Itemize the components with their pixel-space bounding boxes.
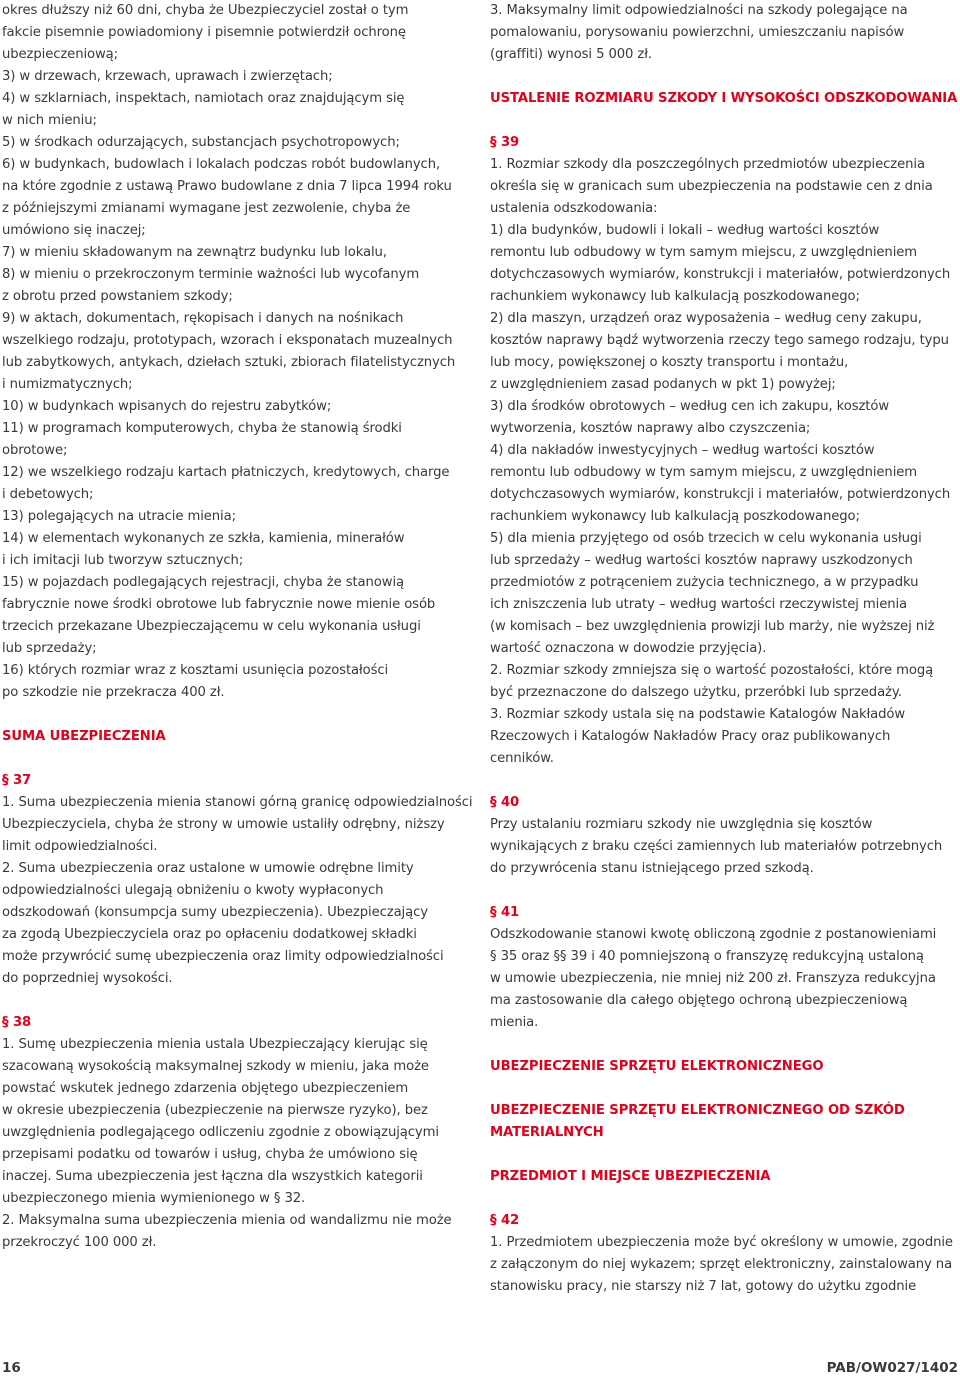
text-line: 1. Rozmiar szkody dla poszczególnych przedmiotów ubezpieczenia (490, 157, 925, 172)
text-line: 12) we wszelkiego rodzaju kartach płatniczych, kredytowych, charge (2, 465, 450, 480)
paragraph-number: § 38 (2, 1015, 32, 1030)
text-line: przekroczyć 100 000 zł. (2, 1235, 157, 1250)
text-line: wytworzenia, kosztów naprawy albo czyszczenia; (490, 421, 811, 436)
text-line: wynikających z braku części zamiennych lub materiałów potrzebnych (490, 839, 943, 854)
text-line: 9) w aktach, dokumentach, rękopisach i danych na nośnikach (2, 311, 404, 326)
text-line: 1) dla budynków, budowli i lokali – według wartości kosztów (490, 223, 880, 238)
text-line: po szkodzie nie przekracza 400 zł. (2, 685, 225, 700)
text-line: 2. Maksymalna suma ubezpieczenia mienia od wandalizmu nie może (2, 1213, 452, 1228)
text-line: fakcie pisemnie powiadomiony i pisemnie potwierdził ochronę (2, 25, 406, 40)
text-line: odpowiedzialności ulegają obniżeniu o kwoty wypłaconych (2, 883, 384, 898)
text-line: 1. Przedmiotem ubezpieczenia może być określony w umowie, zgodnie (490, 1235, 953, 1250)
text-line: 4) dla nakładów inwestycyjnych – według wartości kosztów (490, 443, 875, 458)
text-line: 3. Maksymalny limit odpowiedzialności na szkody polegające na (490, 3, 908, 18)
text-line: 3. Rozmiar szkody ustala się na podstawie Katalogów Nakładów (490, 707, 906, 722)
paragraph-number: § 40 (490, 795, 520, 810)
text-line: 5) w środkach odurzających, substancjach psychotropowych; (2, 135, 400, 150)
text-line: cenników. (490, 751, 554, 766)
text-line: przepisami podatku od towarów i usług, chyba że umówiono się (2, 1147, 418, 1162)
spacer (490, 1144, 960, 1166)
section-heading: MATERIALNYCH (490, 1125, 604, 1140)
spacer (490, 1188, 960, 1210)
spacer (2, 990, 472, 1012)
text-line: stanowisku pracy, nie starszy niż 7 lat, gotowy do użytku zgodnie (490, 1279, 917, 1294)
text-line: 2. Rozmiar szkody zmniejsza się o wartość pozostałości, które mogą (490, 663, 934, 678)
text-line: remontu lub odbudowy w tym samym miejscu, z uwzględnieniem (490, 245, 918, 260)
text-line: 2) dla maszyn, urządzeń oraz wyposażenia – według ceny zakupu, (490, 311, 922, 326)
section-heading: PRZEDMIOT I MIEJSCE UBEZPIECZENIA (490, 1169, 771, 1184)
spacer (490, 880, 960, 902)
text-line: fabrycznie nowe środki obrotowe lub fabrycznie nowe mienie osób (2, 597, 436, 612)
text-line: w umowie ubezpieczenia, nie mniej niż 200 zł. Franszyza redukcyjna (490, 971, 936, 986)
text-line: 1. Sumę ubezpieczenia mienia ustala Ubezpieczający kierując się (2, 1037, 428, 1052)
spacer (490, 1034, 960, 1056)
text-line: lub mocy, powiększonej o koszty transportu i montażu, (490, 355, 849, 370)
text-line: z uwzględnieniem zasad podanych w pkt 1) powyżej; (490, 377, 836, 392)
text-line: Odszkodowanie stanowi kwotę obliczoną zgodnie z postanowieniami (490, 927, 937, 942)
text-line: powstać wskutek jednego zdarzenia objętego ubezpieczeniem (2, 1081, 409, 1096)
text-line: 3) dla środków obrotowych – według cen ich zakupu, kosztów (490, 399, 890, 414)
paragraph-number: § 37 (2, 773, 32, 788)
text-line: rachunkiem wykonawcy lub kalkulacją poszkodowanego; (490, 289, 860, 304)
text-line: 15) w pojazdach podlegających rejestracji, chyba że stanowią (2, 575, 404, 590)
text-line: trzecich przekazane Ubezpieczającemu w celu wykonania usługi (2, 619, 421, 634)
text-line: 2. Suma ubezpieczenia oraz ustalone w umowie odrębne limity (2, 861, 414, 876)
section-heading: USTALENIE ROZMIARU SZKODY I WYSOKOŚCI ODSZKODOWANIA (490, 91, 958, 106)
text-line: dotychczasowych wymiarów, konstrukcji i materiałów, potwierdzonych (490, 267, 951, 282)
text-line: 5) dla mienia przyjętego od osób trzecich w celu wykonania usługi (490, 531, 922, 546)
text-line: 8) w mieniu o przekroczonym terminie ważności lub wycofanym (2, 267, 420, 282)
text-line: z późniejszymi zmianami wymagane jest zezwolenie, chyba że (2, 201, 411, 216)
text-line: mienia. (490, 1015, 539, 1030)
text-line: Rzeczowych i Katalogów Nakładów Pracy oraz publikowanych (490, 729, 891, 744)
text-line: 7) w mieniu składowanym na zewnątrz budynku lub lokalu, (2, 245, 387, 260)
text-line: Ubezpieczyciela, chyba że strony w umowie ustaliły odrębny, niższy (2, 817, 445, 832)
text-line: rachunkiem wykonawcy lub kalkulacją poszkodowanego; (490, 509, 860, 524)
text-line: 13) polegających na utracie mienia; (2, 509, 236, 524)
text-line: 4) w szklarniach, inspektach, namiotach oraz znajdującym się (2, 91, 405, 106)
text-line: 1. Suma ubezpieczenia mienia stanowi górną granicę odpowiedzialności (2, 795, 473, 810)
text-line: Przy ustalaniu rozmiaru szkody nie uwzględnia się kosztów (490, 817, 873, 832)
text-line: 11) w programach komputerowych, chyba że stanowią środki (2, 421, 402, 436)
text-line: (w komisach – bez uwzględnienia prowizji lub marży, nie wyższej niż (490, 619, 935, 634)
text-line: kosztów naprawy bądź wytworzenia rzeczy tego samego rodzaju, typu (490, 333, 949, 348)
text-line: dotychczasowych wymiarów, konstrukcji i materiałów, potwierdzonych (490, 487, 951, 502)
text-line: w okresie ubezpieczenia (ubezpieczenie na pierwsze ryzyko), bez (2, 1103, 428, 1118)
text-line: 14) w elementach wykonanych ze szkła, kamienia, minerałów (2, 531, 405, 546)
spacer (2, 704, 472, 726)
text-line: przedmiotów z potrąceniem zużycia technicznego, a w przypadku (490, 575, 919, 590)
text-line: za zgodą Ubezpieczyciela oraz po opłaceniu dodatkowej składki (2, 927, 417, 942)
right-column (490, 0, 960, 1298)
paragraph-number: § 39 (490, 135, 520, 150)
left-column (2, 0, 472, 1254)
text-line: ubezpieczeniową; (2, 47, 118, 62)
text-line: inaczej. Suma ubezpieczenia jest łączna dla wszystkich kategorii (2, 1169, 423, 1184)
text-line: do przywrócenia stanu istniejącego przed szkodą. (490, 861, 814, 876)
text-line: wszelkiego rodzaju, prototypach, wzorach i eksponatach muzealnych (2, 333, 453, 348)
text-line: szacowaną wysokością maksymalnej szkody w mieniu, jaka może (2, 1059, 429, 1074)
paragraph-number: § 42 (490, 1213, 520, 1228)
text-line: ma zastosowanie dla całego objętego ochroną ubezpieczeniową (490, 993, 908, 1008)
document-code: PAB/OW027/1402 (826, 1360, 958, 1376)
text-line: ustalenia odszkodowania: (490, 201, 658, 216)
text-line: lub zabytkowych, antykach, dziełach sztuki, zbiorach filatelistycznych (2, 355, 456, 370)
spacer (2, 748, 472, 770)
spacer (490, 110, 960, 132)
text-line: uwzględnienia podlegającego odliczeniu zgodnie z obowiązującymi (2, 1125, 439, 1140)
text-line: do poprzedniej wysokości. (2, 971, 173, 986)
text-line: obrotowe; (2, 443, 68, 458)
text-line: i debetowych; (2, 487, 94, 502)
text-line: umówiono się inaczej; (2, 223, 146, 238)
text-line: z obrotu przed powstaniem szkody; (2, 289, 233, 304)
section-heading: SUMA UBEZPIECZENIA (2, 729, 166, 744)
text-line: ich zniszczenia lub utraty – według wartości rzeczywistej mienia (490, 597, 908, 612)
text-line: limit odpowiedzialności. (2, 839, 158, 854)
text-line: lub sprzedaży – według wartości kosztów naprawy uszkodzonych (490, 553, 913, 568)
section-heading: UBEZPIECZENIE SPRZĘTU ELEKTRONICZNEGO OD SZKÓD (490, 1103, 905, 1118)
text-line: 6) w budynkach, budowlach i lokalach podczas robót budowlanych, (2, 157, 441, 172)
text-line: i numizmatycznych; (2, 377, 133, 392)
spacer (490, 66, 960, 88)
text-line: lub sprzedaży; (2, 641, 97, 656)
spacer (490, 770, 960, 792)
text-line: z załączonym do niej wykazem; sprzęt elektroniczny, zainstalowany na (490, 1257, 953, 1272)
page-number: 16 (2, 1360, 21, 1376)
paragraph-number: § 41 (490, 905, 520, 920)
text-line: remontu lub odbudowy w tym samym miejscu, z uwzględnieniem (490, 465, 918, 480)
text-line: (graffiti) wynosi 5 000 zł. (490, 47, 652, 62)
text-line: okres dłuższy niż 60 dni, chyba że Ubezpieczyciel został o tym (2, 3, 409, 18)
text-line: może przywrócić sumę ubezpieczenia oraz limity odpowiedzialności (2, 949, 444, 964)
text-line: 3) w drzewach, krzewach, uprawach i zwierzętach; (2, 69, 333, 84)
text-line: być przeznaczone do dalszego użytku, przeróbki lub sprzedaży. (490, 685, 902, 700)
text-line: na które zgodnie z ustawą Prawo budowlane z dnia 7 lipca 1994 roku (2, 179, 452, 194)
text-line: określa się w granicach sum ubezpieczenia na podstawie cen z dnia (490, 179, 933, 194)
text-line: 16) których rozmiar wraz z kosztami usunięcia pozostałości (2, 663, 389, 678)
text-line: odszkodowań (konsumpcja sumy ubezpieczenia). Ubezpieczający (2, 905, 428, 920)
text-line: ubezpieczonego mienia wymienionego w § 32. (2, 1191, 306, 1206)
text-line: 10) w budynkach wpisanych do rejestru zabytków; (2, 399, 332, 414)
text-line: wartość oznaczona w dowodzie przyjęcia). (490, 641, 767, 656)
text-line: w nich mieniu; (2, 113, 97, 128)
text-line: i ich imitacji lub tworzyw sztucznych; (2, 553, 244, 568)
text-line: pomalowaniu, porysowaniu powierzchni, umieszczaniu napisów (490, 25, 905, 40)
text-line: § 35 oraz §§ 39 i 40 pomniejszoną o franszyzę redukcyjną ustaloną (490, 949, 924, 964)
spacer (490, 1078, 960, 1100)
section-heading: UBEZPIECZENIE SPRZĘTU ELEKTRONICZNEGO (490, 1059, 824, 1074)
